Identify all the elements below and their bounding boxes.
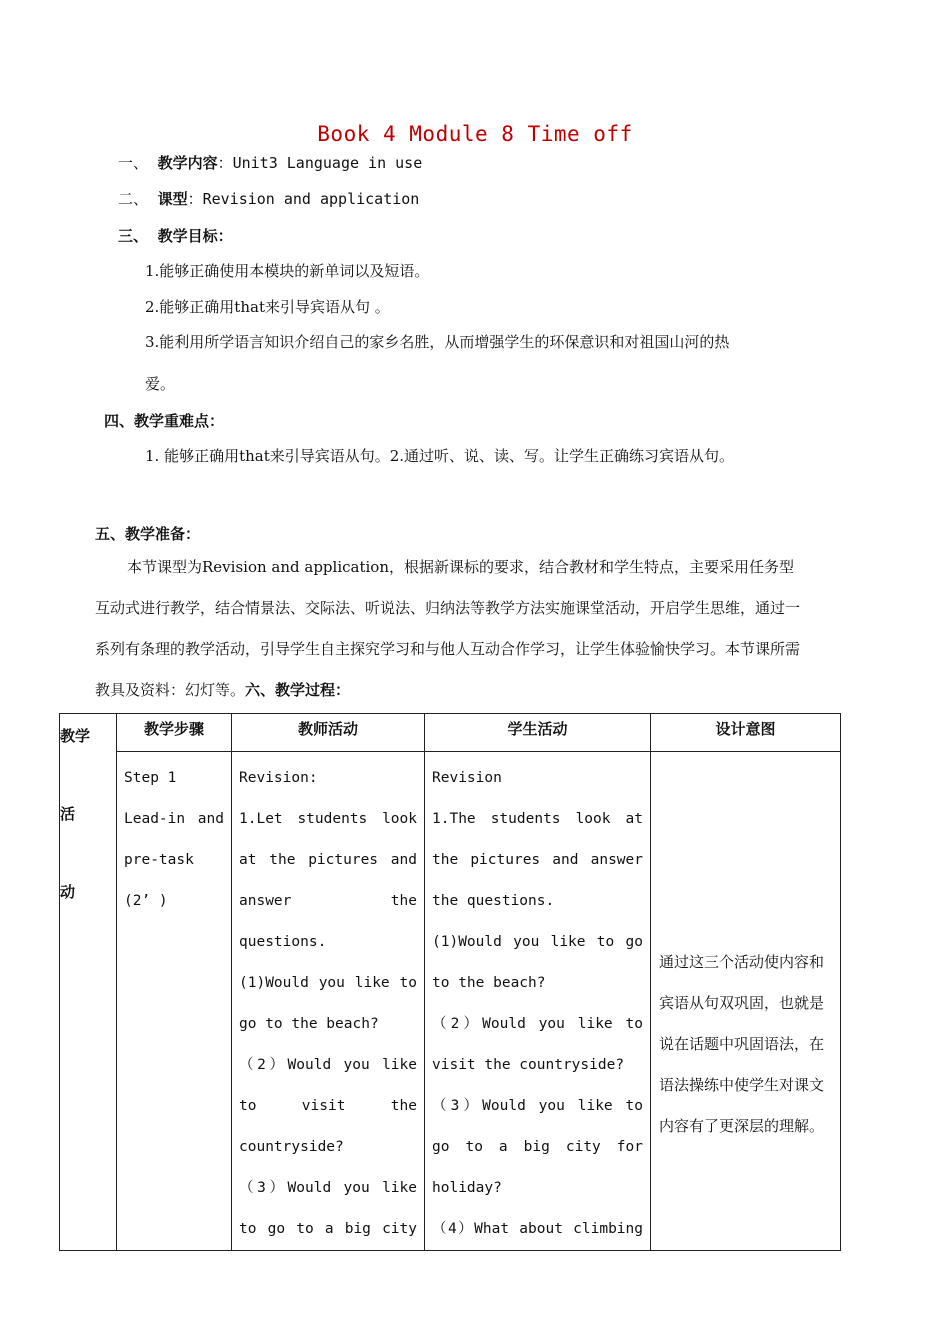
- step-line: pre-task: [124, 852, 194, 868]
- section-label: 教学目标: [157, 227, 218, 245]
- side-label-line: 活: [60, 805, 76, 823]
- student-line: visit the countryside?: [432, 1057, 625, 1073]
- teacher-line: countryside?: [239, 1139, 344, 1155]
- student-line: (1)Would you like to go: [432, 934, 643, 950]
- section-label: 课型: [157, 190, 188, 208]
- teacher-line: answer the: [239, 893, 417, 909]
- teaching-process-table: [59, 713, 841, 1251]
- student-line: （4）What about climbing: [432, 1221, 643, 1237]
- section-number: 二、: [118, 190, 149, 208]
- section-content: [118, 152, 422, 173]
- document-title: Book 4 Module 8 Time off: [317, 122, 633, 146]
- header-student: [425, 714, 651, 752]
- teacher-line: (1)Would you like to: [239, 975, 417, 991]
- teacher-line: go to the beach?: [239, 1016, 379, 1032]
- objective-item: 2.能够正确用that来引导宾语从句 。: [145, 298, 390, 316]
- section-value: ：Revision and application: [187, 190, 420, 208]
- section-number: 三、: [118, 227, 149, 245]
- teacher-line: at the pictures and: [239, 852, 417, 868]
- header-design: [651, 714, 841, 752]
- student-line: holiday?: [432, 1180, 502, 1196]
- student-line: Revision: [432, 770, 502, 786]
- student-line: 1.The students look at: [432, 811, 643, 827]
- prep-paragraph: [95, 547, 807, 711]
- student-line: go to a big city for: [432, 1139, 643, 1155]
- header-student-label: 学生活动: [507, 720, 568, 738]
- header-step-label: 教学步骤: [143, 720, 204, 738]
- student-line: to the beach?: [432, 975, 546, 991]
- table-row: [60, 752, 841, 1251]
- key-points-text: 1. 能够正确用that来引导宾语从句。2.通过听、说、读、写。让学生正确练习宾语从句。: [145, 447, 735, 465]
- table-header-row: [60, 714, 841, 752]
- header-teacher-label: 教师活动: [297, 720, 358, 738]
- section-label: 教学内容: [157, 154, 218, 172]
- design-intent-cell: [651, 752, 841, 1251]
- step-line: Lead-in and: [124, 811, 224, 827]
- objective-item: 3.能利用所学语言知识介绍自己的家乡名胜，从而增强学生的环保意识和对祖国山河的热: [145, 333, 730, 351]
- section-value: ：: [217, 227, 233, 245]
- side-label-cell: [60, 714, 117, 1251]
- step-cell: [117, 752, 232, 1251]
- step-line: Step 1: [124, 770, 177, 786]
- student-line: （2）Would you like to: [432, 1016, 643, 1032]
- student-line: （3）Would you like to: [432, 1098, 643, 1114]
- student-activity-cell: [425, 752, 651, 1251]
- teacher-line: （2）Would you like: [239, 1057, 417, 1073]
- teacher-activity-cell: [232, 752, 425, 1251]
- prep-paragraph-text: 本节课型为Revision and application，根据新课标的要求，结合教材和学生特点，主要采用任务型互动式进行教学，结合情景法、交际法、听说法、归纳法等教学方法实施课堂活动，开启学生思维，通过一系列有条理的教学活动，引导学生自主探究学习和与他人互动合作学习，让学生体验愉快学习。本节课所需教具及资料：幻灯等。: [95, 558, 801, 699]
- objective-item: 1.能够正确使用本模块的新单词以及短语。: [145, 262, 430, 280]
- step-line: (2’ ): [124, 893, 168, 909]
- process-heading: 六、教学过程：: [245, 681, 351, 699]
- header-teacher: [232, 714, 425, 752]
- section-number: 一、: [118, 154, 149, 172]
- teacher-line: to visit the: [239, 1098, 417, 1114]
- side-label-line: 动: [60, 883, 76, 901]
- key-points-heading: 四、教学重难点：: [104, 412, 225, 430]
- teacher-line: （3）Would you like: [239, 1180, 417, 1196]
- design-intent-text: 通过这三个活动使内容和宾语从句双巩固，也就是说在话题中巩固语法，在语法操练中使学生对课文内容有了更深层的理解。: [659, 953, 825, 1135]
- teacher-line: questions.: [239, 934, 327, 950]
- section-value: ：Unit3 Language in use: [217, 154, 423, 172]
- teacher-line: Revision:: [239, 770, 318, 786]
- student-line: the pictures and answer: [432, 852, 643, 868]
- objective-item: 爱。: [145, 375, 176, 393]
- student-line: the questions.: [432, 893, 555, 909]
- section-type: [118, 188, 419, 209]
- side-label-line: 教学: [60, 727, 91, 745]
- section-objectives: [118, 225, 233, 246]
- teacher-line: 1.Let students look: [239, 811, 417, 827]
- prep-heading: 五、教学准备：: [95, 525, 201, 543]
- header-step: [117, 714, 232, 752]
- teacher-line: to go to a big city: [239, 1221, 417, 1237]
- header-design-label: 设计意图: [715, 720, 776, 738]
